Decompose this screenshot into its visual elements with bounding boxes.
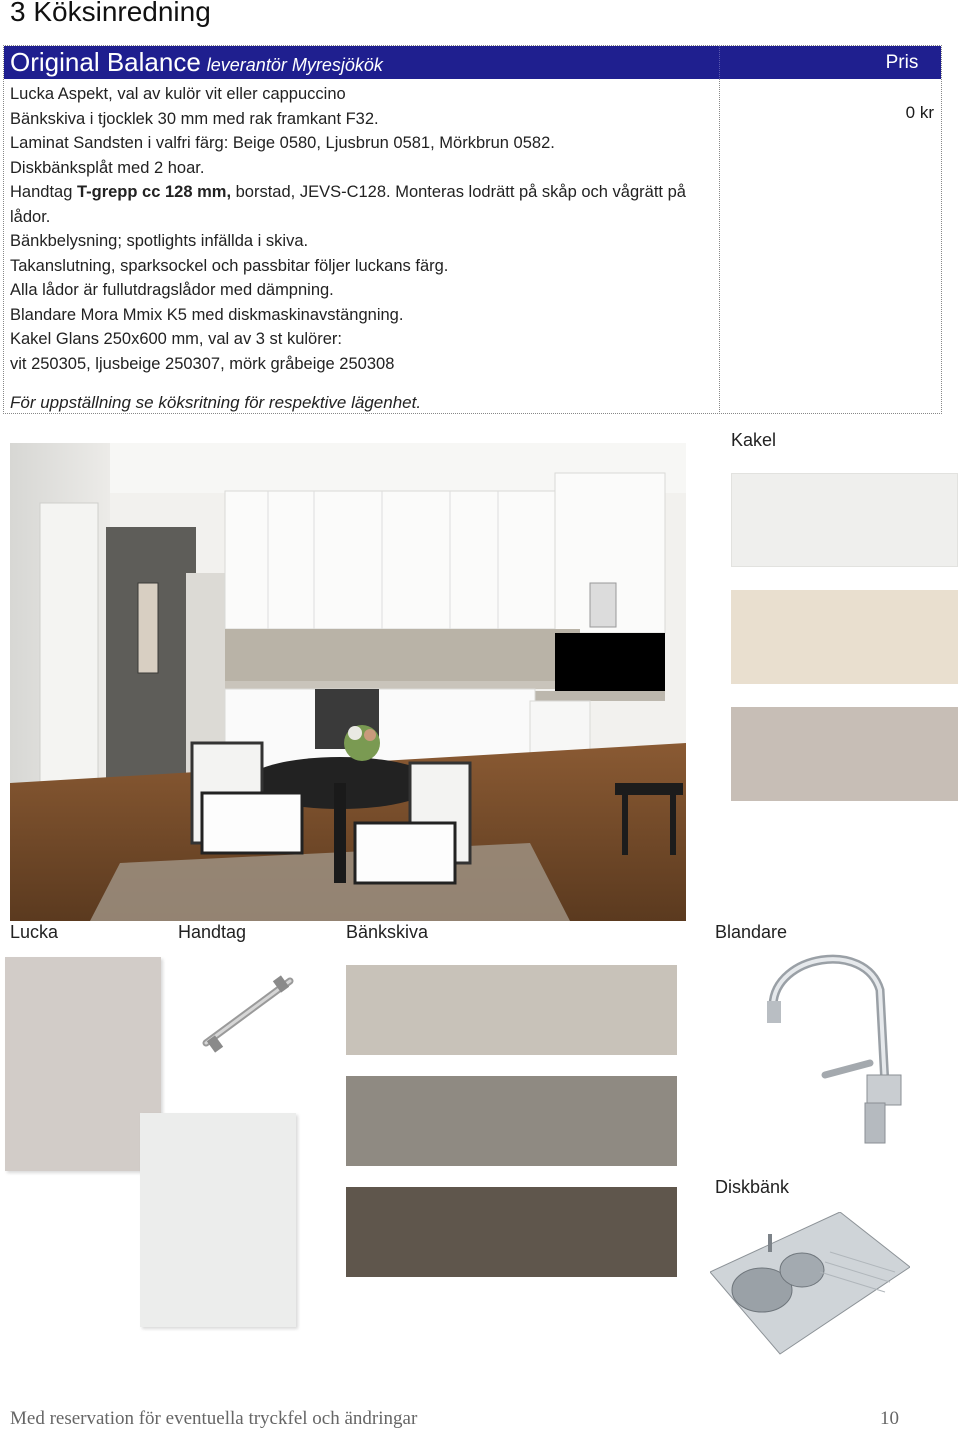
bankskiva-swatch-light-brown xyxy=(346,1076,677,1166)
lucka-label: Lucka xyxy=(10,922,59,942)
kakel-label: Kakel xyxy=(731,430,777,450)
bankskiva-label: Bänkskiva xyxy=(346,922,429,942)
kitchen-render-image xyxy=(10,443,686,921)
page-number: 10 xyxy=(880,1408,899,1429)
price-value: 0 kr xyxy=(905,103,934,122)
spec-line: Bänkskiva i tjocklek 30 mm med rak framkant F32. xyxy=(10,109,379,128)
column-divider xyxy=(719,46,720,79)
handle-suffix: borstad, JEVS-C128. Monteras lodrätt på skåp och vågrätt på lådor. xyxy=(10,183,686,226)
handle-icon xyxy=(188,965,308,1065)
footer-disclaimer: Med reservation för eventuella tryckfel och ändringar xyxy=(10,1408,418,1429)
handle-prefix: Handtag xyxy=(10,183,77,201)
spec-line: Takanslutning, sparksockel och passbitar följer luckans färg. xyxy=(10,256,449,275)
spec-line: Alla lådor är fullutdragslådor med dämpning. xyxy=(10,281,334,299)
column-divider xyxy=(719,79,720,414)
spec-line: Kakel Glans 250x600 mm, val av 3 st kulörer: xyxy=(10,330,342,348)
spec-line: Lucka Aspekt, val av kulör vit eller cappuccino xyxy=(10,85,346,103)
handtag-label: Handtag xyxy=(178,922,247,942)
layout-note: För uppställning se köksritning för respektive lägenhet. xyxy=(10,393,422,412)
bankskiva-swatch-dark-brown xyxy=(346,1187,677,1277)
handle-bold: T-grepp cc 128 mm, xyxy=(76,183,232,201)
lucka-swatch-white xyxy=(140,1113,296,1327)
spec-line-handle xyxy=(10,180,715,229)
spec-line: Blandare Mora Mmix K5 med diskmaskinavstängning. xyxy=(10,305,404,324)
kakel-swatch-light-beige xyxy=(731,590,958,684)
kakel-swatch-white xyxy=(731,473,958,567)
spec-line: Bänkbelysning; spotlights infällda i skiva. xyxy=(10,232,309,250)
spec-line: vit 250305, ljusbeige 250307, mörk gråbeige 250308 xyxy=(10,354,395,373)
bankskiva-swatch-beige xyxy=(346,965,677,1055)
spec-line: Diskbänksplåt med 2 hoar. xyxy=(10,158,205,177)
kakel-swatch-dark-grey-beige xyxy=(731,707,958,801)
product-name: Original Balance xyxy=(10,47,201,77)
diskbank-label: Diskbänk xyxy=(715,1177,790,1197)
supplier-name: leverantör Myresjökök xyxy=(206,55,383,75)
page-title: 3 Köksinredning xyxy=(10,0,211,27)
price-column-header: Pris xyxy=(885,52,919,73)
sink-icon xyxy=(710,1212,910,1357)
spec-list xyxy=(10,82,715,376)
product-header xyxy=(10,47,383,78)
lucka-swatch-cappuccino xyxy=(5,957,161,1171)
spec-line: Laminat Sandsten i valfri färg: Beige 0580, Ljusbrun 0581, Mörkbrun 0582. xyxy=(10,134,555,152)
faucet-icon xyxy=(755,945,915,1145)
blandare-label: Blandare xyxy=(715,922,788,942)
